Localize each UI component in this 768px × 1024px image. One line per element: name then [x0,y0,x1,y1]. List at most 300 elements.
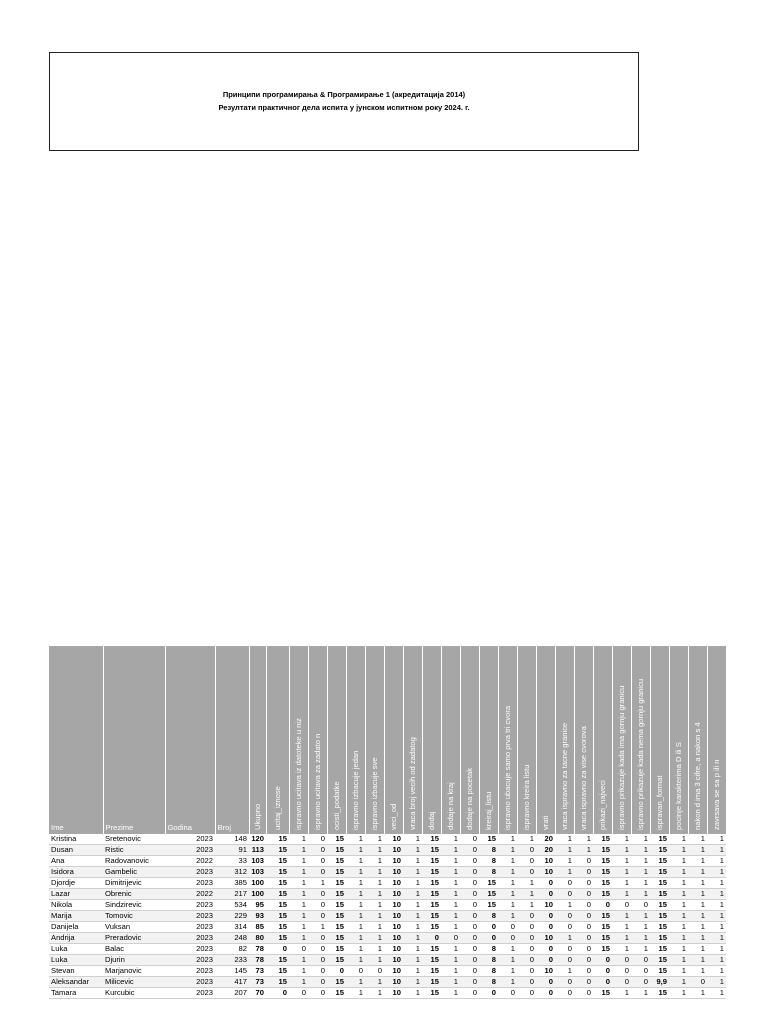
table-cell: 0 [574,933,593,944]
table-cell: 15 [422,966,441,977]
table-cell: 1 [346,933,365,944]
column-header [650,646,669,834]
table-cell: 10 [384,856,403,867]
table-cell: 0 [308,911,327,922]
table-cell: 1 [365,834,384,845]
table-row [49,867,726,878]
table-cell: 534 [215,900,249,911]
table-cell: 1 [517,889,536,900]
table-cell: 0 [574,867,593,878]
table-cell: 1 [612,878,631,889]
table-cell: 1 [365,911,384,922]
column-header [517,646,536,834]
column-header [308,646,327,834]
table-cell: 1 [441,988,460,999]
table-cell: 1 [289,900,308,911]
table-cell: 0 [517,955,536,966]
table-cell: 0 [460,966,479,977]
table-cell: 8 [479,856,498,867]
column-header-label: pocinje karakterima D ili S [673,742,683,830]
table-cell: 15 [422,955,441,966]
table-cell: 0 [308,845,327,856]
table-cell: 1 [365,933,384,944]
table-cell: 15 [422,845,441,856]
table-cell: 1 [346,900,365,911]
table-cell: 1 [289,834,308,845]
table-cell: 1 [289,911,308,922]
column-header [384,646,403,834]
table-cell: 15 [266,955,289,966]
table-cell: 1 [498,955,517,966]
table-cell: 1 [707,878,726,889]
table-cell: 145 [215,966,249,977]
column-header-label: vraca ispravno za vise cvorova [578,726,588,830]
table-cell: Preradovic [103,933,165,944]
table-cell: 1 [308,878,327,889]
table-cell: Milicevic [103,977,165,988]
table-cell: 0 [517,911,536,922]
table-cell: 15 [327,856,346,867]
table-cell: 15 [327,922,346,933]
table-cell: 15 [650,966,669,977]
table-cell: 0 [517,966,536,977]
table-cell: 1 [631,889,650,900]
table-cell: Marija [49,911,103,922]
table-cell: 0 [365,966,384,977]
table-cell: 1 [688,911,707,922]
table-cell: 1 [346,955,365,966]
table-cell: 15 [479,900,498,911]
column-header [289,646,308,834]
table-cell: 1 [688,845,707,856]
table-cell: 0 [612,966,631,977]
table-cell: 0 [460,988,479,999]
table-cell: 1 [707,911,726,922]
table-cell: 2023 [165,944,215,955]
table-cell: 10 [384,834,403,845]
table-cell: 70 [249,988,266,999]
table-cell: 0 [612,955,631,966]
table-cell: 0 [498,933,517,944]
table-cell: 229 [215,911,249,922]
column-header-label: ispravno prikazuje kada nema gornju granicu [635,678,645,830]
column-header-label: ispravno ucitava za zadato n [312,733,322,830]
table-cell: 91 [215,845,249,856]
table-cell: 15 [650,878,669,889]
table-cell: 10 [384,922,403,933]
column-header-label: kreiraj_listu [483,791,493,830]
table-cell: Isidora [49,867,103,878]
table-cell: 1 [688,867,707,878]
table-cell: 0 [479,933,498,944]
column-header: Broj [215,646,249,834]
table-cell: 10 [536,900,555,911]
table-cell: 15 [593,922,612,933]
table-cell: 1 [289,922,308,933]
table-cell: 95 [249,900,266,911]
table-cell: 0 [346,966,365,977]
table-cell: 15 [650,867,669,878]
table-cell: 0 [460,845,479,856]
table-cell: 15 [593,878,612,889]
table-cell: 1 [498,944,517,955]
table-cell: 0 [460,933,479,944]
table-cell: 1 [289,966,308,977]
table-cell: 1 [365,977,384,988]
table-cell: Kurcubic [103,988,165,999]
table-cell: 20 [536,834,555,845]
table-cell: 15 [650,856,669,867]
table-cell: 15 [650,889,669,900]
table-cell: 0 [555,955,574,966]
table-cell: 15 [266,889,289,900]
table-cell: 1 [631,867,650,878]
table-cell: Luka [49,955,103,966]
table-cell: 0 [574,944,593,955]
column-header: Prezime [103,646,165,834]
table-cell: 15 [650,922,669,933]
table-cell: 100 [249,878,266,889]
table-cell: 15 [327,878,346,889]
table-cell: 2023 [165,867,215,878]
table-cell: 1 [688,944,707,955]
table-cell: 1 [707,834,726,845]
table-cell: 2023 [165,834,215,845]
table-cell: 15 [327,867,346,878]
table-cell: 0 [612,977,631,988]
table-cell: 1 [612,922,631,933]
title-line-2: Резултати практичног дела испита у јунском испитном року 2024. г. [218,103,470,112]
table-cell: 0 [593,977,612,988]
table-cell: 1 [555,845,574,856]
table-cell: 0 [593,900,612,911]
table-cell: 1 [498,966,517,977]
table-cell: 1 [308,922,327,933]
table-cell: 0 [536,988,555,999]
column-header-label: zavrsava se sa p ili n [711,759,721,830]
table-cell: 0 [517,856,536,867]
table-cell: 1 [498,889,517,900]
table-cell: 0 [460,900,479,911]
table-cell: 0 [479,922,498,933]
table-cell: Nikola [49,900,103,911]
table-cell: 1 [669,900,688,911]
table-cell: 1 [669,933,688,944]
table-cell: 103 [249,867,266,878]
table-cell: 1 [669,889,688,900]
table-cell: Tomovic [103,911,165,922]
table-cell: 1 [498,878,517,889]
table-cell: 0 [574,911,593,922]
column-header-label: ispravno izbacuje sve [369,757,379,830]
table-cell: 1 [707,933,726,944]
table-cell: 100 [249,889,266,900]
table-cell: 1 [688,834,707,845]
table-cell: 1 [707,845,726,856]
table-cell: 15 [650,845,669,856]
table-cell: 0 [536,922,555,933]
table-cell: Sretenovic [103,834,165,845]
table-cell: 1 [669,845,688,856]
table-cell: 15 [422,977,441,988]
column-header-label: vraca broj vecih od zadatog [407,737,417,830]
table-cell: 8 [479,911,498,922]
table-cell: 1 [403,977,422,988]
table-cell: 15 [266,966,289,977]
table-cell: 15 [593,911,612,922]
table-cell: 15 [593,845,612,856]
table-cell: 1 [289,845,308,856]
table-cell: 1 [403,922,422,933]
table-cell: 0 [517,867,536,878]
table-cell: 1 [441,922,460,933]
table-cell: 15 [650,955,669,966]
table-cell: 1 [555,856,574,867]
table-cell: 1 [688,889,707,900]
table-row [49,933,726,944]
table-cell: 1 [555,966,574,977]
table-cell: 1 [346,922,365,933]
table-cell: 15 [593,889,612,900]
table-cell: 1 [669,911,688,922]
table-cell: 0 [574,856,593,867]
table-cell: 15 [422,878,441,889]
table-cell: 73 [249,966,266,977]
table-cell: Gambelic [103,867,165,878]
table-cell: 2023 [165,900,215,911]
table-cell: 1 [669,988,688,999]
table-cell: 1 [688,955,707,966]
table-cell: 0 [460,889,479,900]
table-cell: 0 [289,944,308,955]
table-cell: 1 [365,845,384,856]
table-cell: 1 [403,878,422,889]
table-cell: 1 [612,845,631,856]
table-cell: 1 [707,988,726,999]
table-cell: 15 [650,911,669,922]
table-cell: 248 [215,933,249,944]
table-cell: 0 [555,889,574,900]
table-cell: 1 [631,922,650,933]
table-cell: Obrenic [103,889,165,900]
table-cell: 10 [384,966,403,977]
column-header [403,646,422,834]
table-cell: 10 [384,933,403,944]
table-cell: 1 [669,966,688,977]
table-cell: 0 [536,955,555,966]
table-cell: 1 [631,933,650,944]
table-cell: Balac [103,944,165,955]
table-cell: 0 [308,933,327,944]
table-cell: 233 [215,955,249,966]
column-header [422,646,441,834]
table-cell: 1 [346,856,365,867]
column-header-label: ispravan_format [654,775,664,830]
table-cell: 15 [327,834,346,845]
table-cell: 0 [555,911,574,922]
table-cell: 10 [384,845,403,856]
table-cell: 0 [631,977,650,988]
table-cell: 8 [479,955,498,966]
table-cell: 0 [308,856,327,867]
table-cell: 15 [266,878,289,889]
table-cell: 1 [441,900,460,911]
table-cell: 1 [574,834,593,845]
table-cell: 1 [707,856,726,867]
table-cell: 1 [403,911,422,922]
table-cell: 2023 [165,977,215,988]
table-cell: 1 [289,878,308,889]
table-cell: Dimitrijevic [103,878,165,889]
table-cell: 0 [308,867,327,878]
table-cell: 0 [460,944,479,955]
table-cell: 0 [631,955,650,966]
table-cell: 1 [441,845,460,856]
table-cell: 0 [574,889,593,900]
table-cell: 1 [289,933,308,944]
column-header-label: ocisti_podatke [331,781,341,830]
table-cell: 120 [249,834,266,845]
table-cell: 1 [403,900,422,911]
table-cell: 1 [688,933,707,944]
table-cell: 1 [612,889,631,900]
table-cell: 1 [688,856,707,867]
column-header [631,646,650,834]
column-header-label: Ukupno [252,803,262,830]
column-header [479,646,498,834]
table-cell: 15 [422,988,441,999]
table-cell: 10 [536,867,555,878]
table-cell: 0 [460,977,479,988]
table-cell: 10 [536,856,555,867]
column-header [346,646,365,834]
table-cell: 15 [422,944,441,955]
table-cell: 0 [308,944,327,955]
table-cell: 1 [346,867,365,878]
column-header [669,646,688,834]
table-cell: Ana [49,856,103,867]
table-cell: 314 [215,922,249,933]
table-cell: 8 [479,845,498,856]
table-cell: Danijela [49,922,103,933]
table-cell: 0 [574,922,593,933]
table-cell: 1 [688,922,707,933]
table-cell: 15 [327,977,346,988]
table-cell: 0 [266,944,289,955]
table-cell: 15 [327,900,346,911]
table-cell: 1 [365,889,384,900]
table-cell: 15 [266,867,289,878]
column-header-label: nakon d ima 3 cifre, a nakon s 4 [692,722,702,830]
table-cell: 15 [266,845,289,856]
table-cell: 1 [669,922,688,933]
table-cell: 10 [536,966,555,977]
column-header-label: ispravno ucitava iz datoteke u niz [293,718,303,830]
column-header [266,646,289,834]
table-cell: 1 [441,878,460,889]
table-cell: 8 [479,966,498,977]
table-cell: Djordje [49,878,103,889]
table-cell: 1 [289,867,308,878]
table-row [49,834,726,845]
table-cell: 2023 [165,845,215,856]
table-cell: 1 [688,966,707,977]
table-cell: 10 [384,867,403,878]
table-cell: 113 [249,845,266,856]
table-cell: 15 [593,834,612,845]
table-cell: 0 [460,878,479,889]
table-cell: Tamara [49,988,103,999]
table-cell: 2022 [165,889,215,900]
table-cell: 1 [441,966,460,977]
table-cell: 15 [266,856,289,867]
table-cell: 0 [517,988,536,999]
table-cell: 2023 [165,955,215,966]
table-cell: 1 [612,988,631,999]
table-cell: 10 [384,988,403,999]
column-header [536,646,555,834]
table-cell: 1 [631,856,650,867]
table-cell: 1 [574,845,593,856]
table-cell: 0 [574,955,593,966]
table-cell: 1 [346,845,365,856]
table-cell: 15 [593,944,612,955]
table-cell: 0 [460,922,479,933]
column-header-label: ispravno kreira listu [521,764,531,830]
column-header-label: ispravno ubacuje samo prva tri cvora [502,705,512,830]
table-cell: 0 [479,988,498,999]
table-cell: 33 [215,856,249,867]
table-cell: 1 [289,977,308,988]
table-cell: 0 [308,889,327,900]
column-header: Ime [49,646,103,834]
table-cell: 1 [707,900,726,911]
table-cell: 15 [422,834,441,845]
table-cell: 2023 [165,933,215,944]
table-cell: 15 [266,933,289,944]
table-cell: 1 [669,878,688,889]
table-cell: 1 [346,944,365,955]
table-cell: 78 [249,955,266,966]
table-cell: 93 [249,911,266,922]
table-cell: 1 [441,834,460,845]
table-cell: 0 [517,922,536,933]
table-cell: 1 [403,845,422,856]
table-cell: 15 [479,834,498,845]
table-cell: 15 [327,911,346,922]
table-cell: 73 [249,977,266,988]
table-cell: 1 [555,900,574,911]
table-cell: 1 [403,834,422,845]
table-cell: 1 [688,878,707,889]
column-header [441,646,460,834]
table-row [49,900,726,911]
table-cell: Vuksan [103,922,165,933]
table-cell: 1 [612,933,631,944]
table-cell: 0 [460,856,479,867]
table-cell: Radovanovic [103,856,165,867]
table-cell: 0 [555,977,574,988]
table-cell: 0 [289,988,308,999]
column-header [707,646,726,834]
table-cell: 1 [498,977,517,988]
table-cell: 148 [215,834,249,845]
table-cell: 385 [215,878,249,889]
table-cell: Sindzirevic [103,900,165,911]
table-cell: 0 [574,966,593,977]
table-cell: 0 [422,933,441,944]
table-cell: 0 [308,834,327,845]
